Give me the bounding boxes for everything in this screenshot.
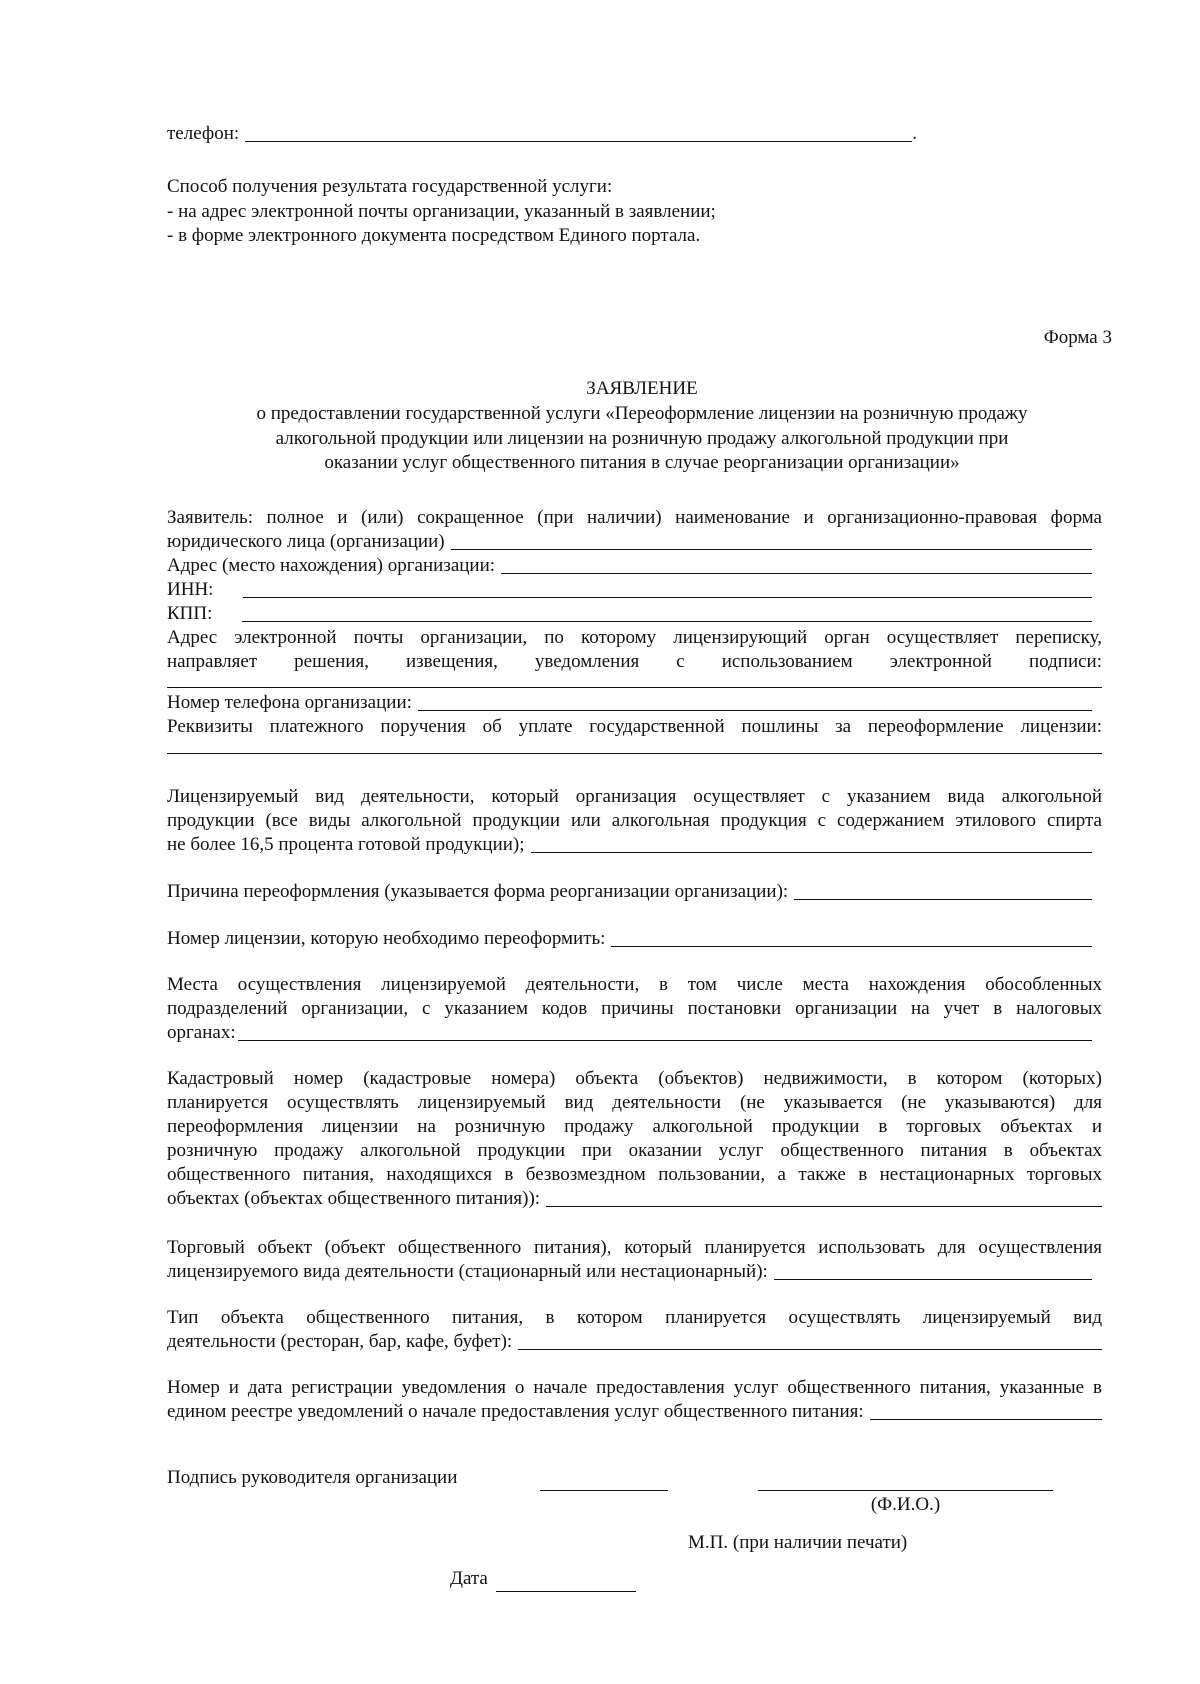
inn-row — [167, 578, 1092, 602]
phone-period: . — [912, 123, 917, 144]
cadastral-label: переоформления лицензии на розничную продажу алкогольной продукции в торговых объектах и — [167, 1116, 1102, 1137]
catering-type-label-cont: деятельности (ресторан, бар, кафе, буфет): — [167, 1331, 513, 1352]
reason-blank — [794, 899, 1092, 900]
date-blank — [496, 1591, 636, 1592]
org-phone-label: Номер телефона организации: — [167, 692, 412, 713]
address-label: Адрес (место нахождения) организации: — [167, 555, 496, 576]
email-blank — [167, 687, 1102, 688]
cadastral-label: розничную продажу алкогольной продукции при оказании услуг общественного питания в объектах — [167, 1140, 1102, 1161]
cadastral-label: Кадастровый номер (кадастровые номера) объекта (объектов) недвижимости, в котором (которых) — [167, 1068, 1102, 1089]
catering-type-blank — [518, 1349, 1102, 1350]
result-method-item: - в форме электронного документа посредством Единого портала. — [167, 225, 701, 246]
org-phone-blank — [418, 710, 1092, 711]
places-row — [167, 1021, 1092, 1045]
document-title: ЗАЯВЛЕНИЕ — [586, 378, 698, 399]
reason-label: Причина переоформления (указывается форма реорганизации организации): — [167, 881, 789, 902]
cadastral-label-end: объектах (объектах общественного питания)): — [167, 1188, 541, 1209]
notice-label-cont: едином реестре уведомлений о начале предоставления услуг общественного питания: — [167, 1401, 864, 1422]
signature-blank — [540, 1490, 668, 1491]
address-blank — [501, 573, 1092, 574]
license-number-label: Номер лицензии, которую необходимо переоформить: — [167, 928, 606, 949]
payment-label: Реквизиты платежного поручения об уплате государственной пошлины за переоформление лицензии: — [167, 716, 1102, 737]
result-method-item: - на адрес электронной почты организации, указанный в заявлении; — [167, 201, 716, 222]
fio-caption: (Ф.И.О.) — [870, 1494, 941, 1515]
date-label: Дата — [450, 1568, 488, 1589]
license-number-blank — [611, 946, 1092, 947]
payment-blank — [167, 753, 1102, 754]
notice-blank — [870, 1419, 1102, 1420]
inn-blank — [243, 597, 1092, 598]
trade-object-row — [167, 1260, 1092, 1284]
email-label: Адрес электронной почты организации, по которому лицензирующий орган осуществляет переписку, — [167, 627, 1102, 648]
org-phone-row — [167, 691, 1092, 715]
applicant-label: Заявитель: полное и (или) сокращенное (при наличии) наименование и организационно-правовая форма — [167, 507, 1102, 528]
places-label-cont: подразделений организации, с указанием кодов причины постановки организации на учет в налоговых — [167, 998, 1102, 1019]
activity-row — [167, 833, 1092, 857]
address-row — [167, 554, 1092, 578]
cadastral-label: планируется осуществлять лицензируемый вид деятельности (не указывается (не указываются) для — [167, 1092, 1102, 1113]
kpp-row — [167, 602, 1092, 626]
document-subtitle: оказании услуг общественного питания в случае реорганизации организации» — [324, 452, 960, 473]
notice-row — [167, 1400, 1102, 1424]
places-blank — [238, 1040, 1092, 1041]
document-subtitle: алкогольной продукции или лицензии на розничную продажу алкогольной продукции при — [275, 428, 1009, 449]
activity-label-cont: продукции (все виды алкогольной продукции или алкогольная продукция с содержанием этилового спирта — [167, 810, 1102, 831]
stamp-caption: М.П. (при наличии печати) — [688, 1532, 908, 1553]
trade-object-label-cont: лицензируемого вида деятельности (стационарный или нестационарный): — [167, 1261, 768, 1282]
cadastral-row — [167, 1187, 1102, 1211]
document-subtitle: о предоставлении государственной услуги «Переоформление лицензии на розничную продажу — [256, 403, 1028, 424]
activity-blank — [531, 852, 1092, 853]
email-label-cont: направляет решения, извещения, уведомления с использованием электронной подписи: — [167, 651, 1102, 672]
cadastral-label: общественного питания, находящихся в безвозмездном пользовании, а также в нестационарных торговых — [167, 1164, 1102, 1185]
applicant-blank — [451, 549, 1092, 550]
catering-type-label: Тип объекта общественного питания, в котором планируется осуществлять лицензируемый вид — [167, 1307, 1102, 1328]
places-label: Места осуществления лицензируемой деятельности, в том числе места нахождения обособленных — [167, 974, 1102, 995]
cadastral-blank — [546, 1206, 1102, 1207]
activity-label-end: не более 16,5 процента готовой продукции); — [167, 834, 525, 855]
phone-blank — [245, 141, 912, 142]
catering-type-row — [167, 1330, 1102, 1354]
reason-row — [167, 880, 1092, 904]
kpp-blank — [242, 621, 1092, 622]
fio-blank — [758, 1490, 1053, 1491]
applicant-label-cont: юридического лица (организации) — [167, 531, 445, 552]
trade-object-label: Торговый объект (объект общественного питания), который планируется использовать для осуществления — [167, 1237, 1102, 1258]
license-number-row — [167, 927, 1092, 951]
notice-label: Номер и дата регистрации уведомления о начале предоставления услуг общественного питания, указанные в — [167, 1377, 1102, 1398]
places-label-end: органах: — [167, 1022, 236, 1043]
phone-row — [167, 122, 917, 146]
signature-label: Подпись руководителя организации — [167, 1467, 458, 1488]
inn-label: ИНН: — [167, 579, 214, 600]
result-method-title: Способ получения результата государственной услуги: — [167, 176, 613, 197]
trade-object-blank — [774, 1279, 1092, 1280]
kpp-label: КПП: — [167, 603, 213, 624]
activity-label: Лицензируемый вид деятельности, который организация осуществляет с указанием вида алкогольной — [167, 786, 1102, 807]
form-label: Форма 3 — [1043, 327, 1112, 348]
applicant-row — [167, 530, 1092, 554]
phone-label: телефон: — [167, 123, 240, 144]
